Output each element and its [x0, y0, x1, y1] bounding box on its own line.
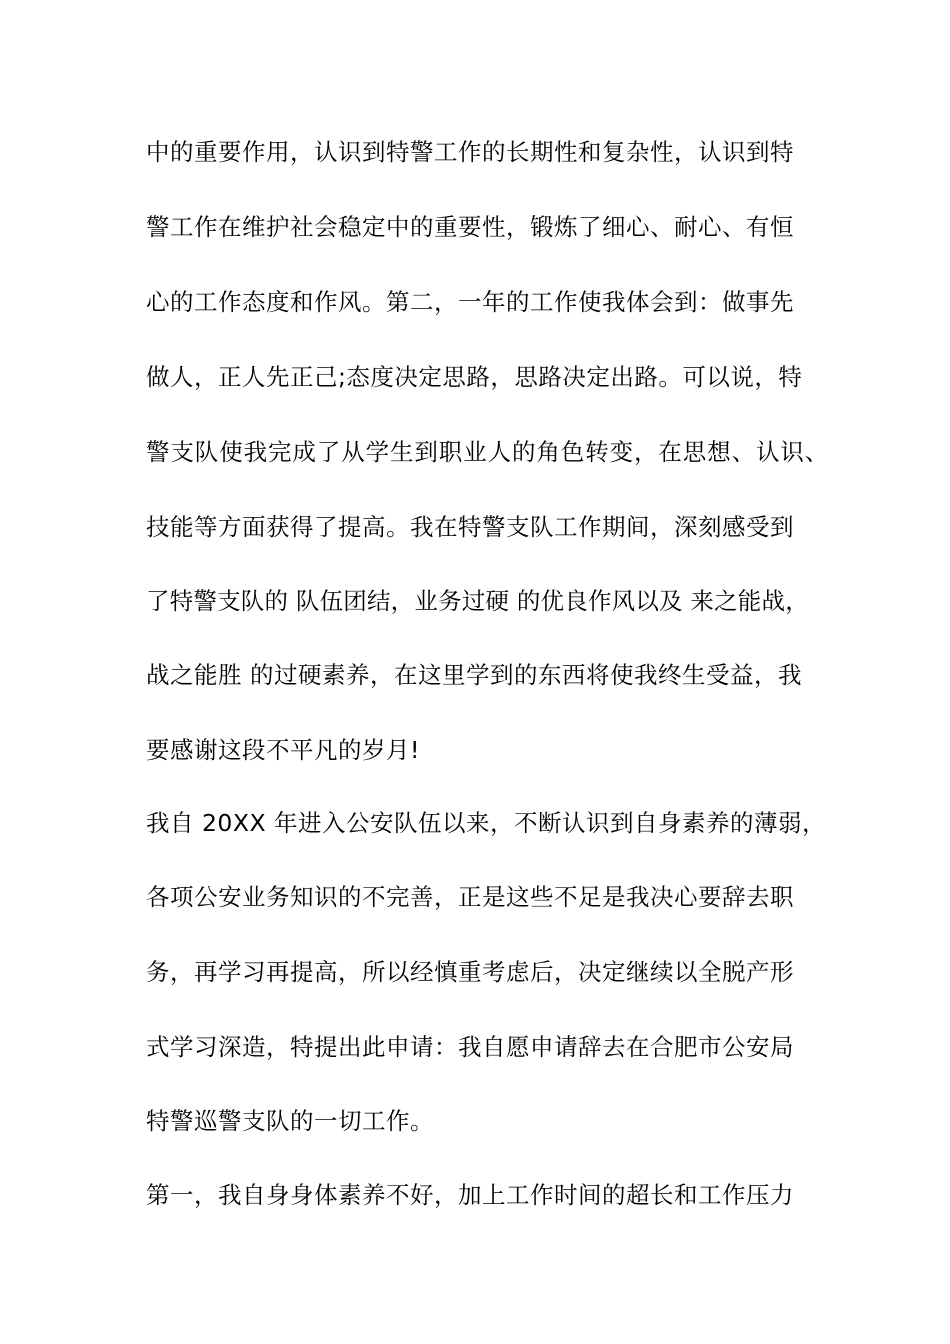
- body-text-line: 第一，我自身身体素养不好，加上工作时间的超长和工作压力: [146, 1181, 794, 1209]
- body-text-line: 务，再学习再提高，所以经慎重考虑后，决定继续以全脱产形: [146, 958, 794, 986]
- body-text-line: 各项公安业务知识的不完善，正是这些不足是我决心要辞去职: [146, 883, 794, 911]
- body-text-line: 要感谢这段不平凡的岁月!: [146, 736, 420, 764]
- body-text-line: 心的工作态度和作风。第二，一年的工作使我体会到：做事先: [146, 288, 794, 316]
- body-text-line: 技能等方面获得了提高。我在特警支队工作期间，深刻感受到: [146, 513, 794, 541]
- body-text-line: 战之能胜 的过硬素养，在这里学到的东西将使我终生受益，我: [146, 661, 802, 689]
- body-text-line: 了特警支队的 队伍团结，业务过硬 的优良作风以及 来之能战，: [146, 587, 809, 615]
- body-text-line: 特警巡警支队的一切工作。: [146, 1107, 434, 1135]
- body-text-line: 警支队使我完成了从学生到职业人的角色转变，在思想、认识、: [146, 438, 830, 466]
- body-text-line: 中的重要作用，认识到特警工作的长期性和复杂性，认识到特: [146, 138, 794, 166]
- body-text-line: 警工作在维护社会稳定中的重要性，锻炼了细心、耐心、有恒: [146, 213, 794, 241]
- body-text-line: 我自 20XX 年进入公安队伍以来，不断认识到自身素养的薄弱，: [146, 809, 827, 837]
- body-text-line: 式学习深造，特提出此申请：我自愿申请辞去在合肥市公安局: [146, 1033, 794, 1061]
- body-text-line: 做人，正人先正己;态度决定思路，思路决定出路。可以说，特: [146, 363, 803, 391]
